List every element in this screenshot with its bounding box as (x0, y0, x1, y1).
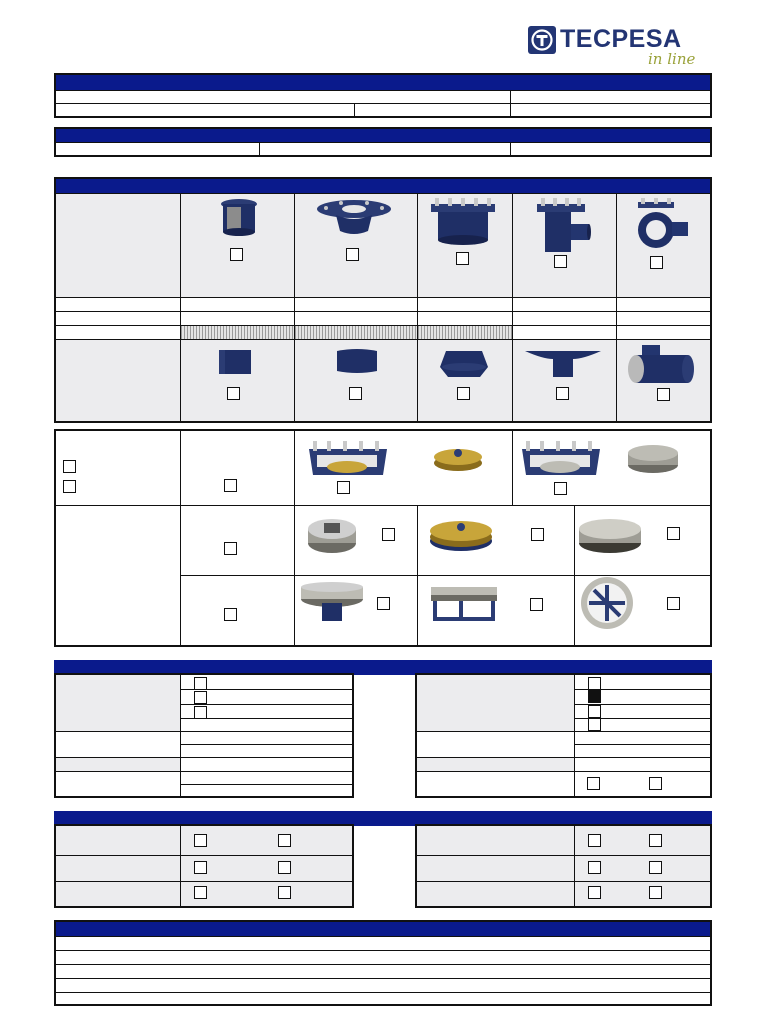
option-checkbox[interactable] (278, 834, 291, 847)
body-type-checkbox[interactable] (456, 252, 469, 265)
body-type-section (54, 177, 712, 423)
form-field[interactable] (511, 143, 710, 155)
closure-checkbox[interactable] (667, 597, 680, 610)
straight-end-icon (217, 349, 253, 375)
option-checkbox[interactable] (588, 861, 601, 874)
option-checkbox[interactable] (588, 677, 601, 690)
closure-checkbox[interactable] (382, 528, 395, 541)
end-type-checkbox[interactable] (657, 388, 670, 401)
notes-line[interactable] (56, 937, 710, 950)
end-type-checkbox[interactable] (227, 387, 240, 400)
option-checkbox[interactable] (63, 480, 76, 493)
gold-plug-large-icon (428, 517, 494, 553)
threaded-body-icon (219, 198, 259, 242)
silver-plug-large-icon (577, 517, 643, 555)
guard-cage-plug-icon (429, 585, 499, 625)
pipe-tee-end-icon (626, 343, 698, 389)
section-5-right-block (415, 673, 712, 798)
option-checkbox[interactable] (588, 705, 601, 718)
form-field[interactable] (260, 143, 510, 155)
closure-checkbox[interactable] (224, 608, 237, 621)
end-type-checkbox[interactable] (349, 387, 362, 400)
option-checkbox[interactable] (588, 690, 601, 703)
silver-plug-icon (626, 443, 680, 475)
option-checkbox[interactable] (649, 861, 662, 874)
closure-section (54, 429, 712, 647)
option-checkbox[interactable] (63, 460, 76, 473)
logo-mark-icon (528, 26, 556, 54)
flanged-body-icon (316, 199, 392, 239)
option-checkbox[interactable] (278, 886, 291, 899)
section-1-box (54, 73, 712, 118)
closure-checkbox[interactable] (377, 597, 390, 610)
body-type-checkbox[interactable] (650, 256, 663, 269)
hex-cap-plug-icon (306, 515, 358, 555)
curved-saddle-end-icon (335, 349, 379, 375)
closure-checkbox[interactable] (530, 598, 543, 611)
logo-tagline: in line (648, 50, 696, 68)
company-logo (526, 22, 706, 68)
closure-checkbox[interactable] (554, 482, 567, 495)
option-checkbox[interactable] (194, 834, 207, 847)
form-field[interactable] (56, 91, 510, 103)
form-field[interactable] (511, 91, 710, 103)
option-checkbox[interactable] (649, 834, 662, 847)
closure-checkbox[interactable] (224, 479, 237, 492)
stem-plug-icon (299, 581, 365, 623)
gold-plug-icon (432, 445, 484, 473)
option-checkbox[interactable] (194, 861, 207, 874)
option-checkbox[interactable] (649, 777, 662, 790)
section-5-left-block (54, 673, 354, 798)
option-checkbox[interactable] (194, 886, 207, 899)
section-2-header-bar (56, 129, 710, 142)
closure-checkbox[interactable] (667, 527, 680, 540)
option-checkbox[interactable] (194, 677, 207, 690)
logo-brand-text: TECPESA (560, 25, 682, 53)
section-2-box (54, 127, 712, 157)
option-checkbox[interactable] (649, 886, 662, 899)
notes-section (54, 920, 712, 1006)
notes-line[interactable] (56, 965, 710, 978)
flanged-housing-icon (430, 196, 496, 246)
section-1-header-bar (56, 75, 710, 90)
body-type-checkbox[interactable] (230, 248, 243, 261)
ring-guard-icon (574, 577, 640, 631)
body-type-checkbox[interactable] (554, 255, 567, 268)
bolted-flange-closure-icon (307, 439, 389, 477)
end-type-checkbox[interactable] (556, 387, 569, 400)
option-checkbox[interactable] (588, 834, 601, 847)
tee-strainer-icon (535, 196, 591, 256)
option-checkbox[interactable] (278, 861, 291, 874)
form-field[interactable] (355, 104, 510, 116)
closure-checkbox[interactable] (531, 528, 544, 541)
closure-checkbox[interactable] (224, 542, 237, 555)
saddle-end-icon (523, 349, 603, 379)
end-type-checkbox[interactable] (457, 387, 470, 400)
section-6-left-block (54, 824, 354, 908)
section-3-header-bar (56, 179, 710, 193)
notes-line[interactable] (56, 979, 710, 992)
notes-line[interactable] (56, 993, 710, 1004)
closure-checkbox[interactable] (337, 481, 350, 494)
option-checkbox[interactable] (194, 706, 207, 719)
section-7-header-bar (56, 922, 710, 936)
option-checkbox[interactable] (587, 777, 600, 790)
option-checkbox[interactable] (588, 718, 601, 731)
bolted-flange-silver-icon (520, 439, 602, 477)
form-field[interactable] (56, 143, 259, 155)
flared-end-icon (438, 351, 490, 379)
option-checkbox[interactable] (194, 691, 207, 704)
body-type-checkbox[interactable] (346, 248, 359, 261)
form-field[interactable] (56, 104, 354, 116)
wafer-tee-icon (634, 198, 690, 252)
option-checkbox[interactable] (588, 886, 601, 899)
section-6-right-block (415, 824, 712, 908)
notes-line[interactable] (56, 951, 710, 964)
form-field[interactable] (511, 104, 710, 116)
